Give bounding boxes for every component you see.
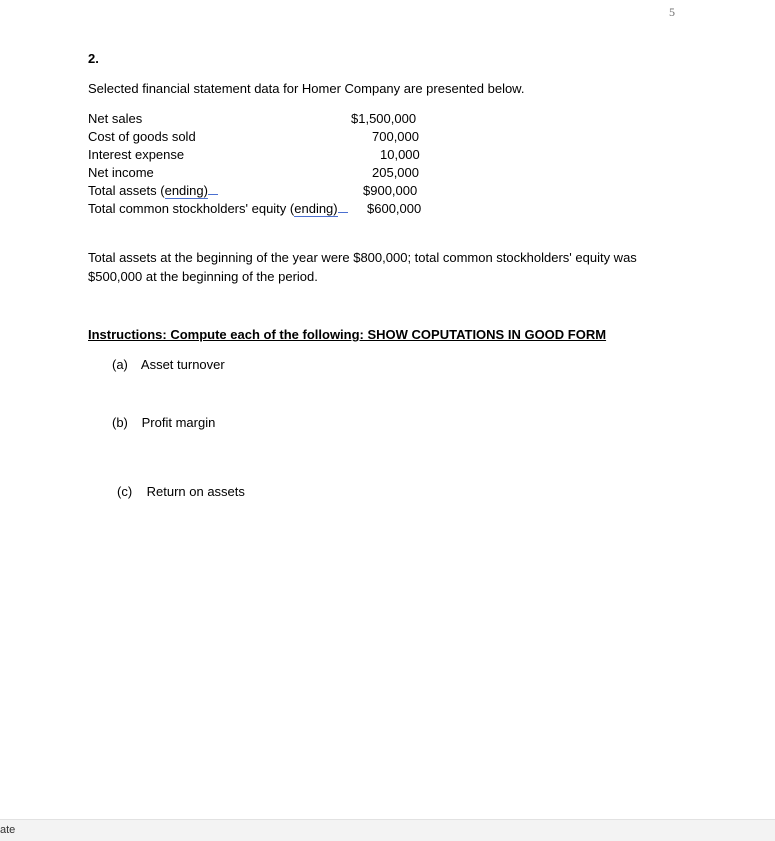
row-value: $1,500,000 [351, 111, 417, 126]
question-label: (a) [112, 357, 128, 372]
beginning-balances-paragraph: Total assets at the beginning of the year were $800,000; total common stockholders' equity was $500,000 at the beginning of the period. [88, 250, 637, 284]
row-label [88, 200, 348, 218]
question-label: (c) [117, 484, 133, 499]
spellcheck-underlined-word: ending) [294, 201, 338, 216]
data-row-cost-of-goods-sold [88, 128, 433, 146]
intro-text: Selected financial statement data for Homer Company are presented below. [88, 81, 525, 96]
row-value: $600,000 [367, 201, 422, 216]
spellcheck-underlined-word: ending) [164, 183, 208, 198]
data-row-interest-expense [88, 146, 433, 164]
question-text: Profit margin [141, 415, 216, 430]
row-label-prefix: Total common stockholders' equity ( [88, 201, 295, 216]
row-value: 205,000 [372, 165, 419, 180]
question-text: Asset turnover [140, 357, 225, 372]
question-b [112, 415, 215, 430]
row-label-prefix: Total assets ( [88, 183, 165, 198]
row-label: Cost of goods sold [88, 129, 196, 144]
question-a [112, 357, 225, 372]
data-row-total-equity [88, 200, 433, 218]
financial-data-table [88, 110, 433, 218]
data-row-total-assets [88, 182, 433, 200]
underline-blank [338, 200, 348, 213]
data-row-net-sales [88, 110, 433, 128]
question-c [117, 484, 245, 499]
question-label: (b) [112, 415, 128, 430]
status-bar-text: ate [0, 824, 16, 836]
problem-number: 2. [88, 51, 99, 66]
row-label: Net income [88, 165, 154, 180]
data-row-net-income [88, 164, 433, 182]
row-value: 10,000 [380, 147, 420, 162]
row-label: Net sales [88, 111, 143, 126]
row-label: Interest expense [88, 147, 185, 162]
row-label [88, 182, 218, 200]
underline-blank [208, 182, 218, 195]
page-number: 5 [669, 5, 675, 19]
row-value: $900,000 [363, 183, 418, 198]
instructions-heading: Instructions: Compute each of the following: SHOW COPUTATIONS IN GOOD FORM [88, 327, 607, 342]
status-bar [0, 819, 775, 841]
row-value: 700,000 [372, 129, 419, 144]
question-text: Return on assets [146, 484, 245, 499]
